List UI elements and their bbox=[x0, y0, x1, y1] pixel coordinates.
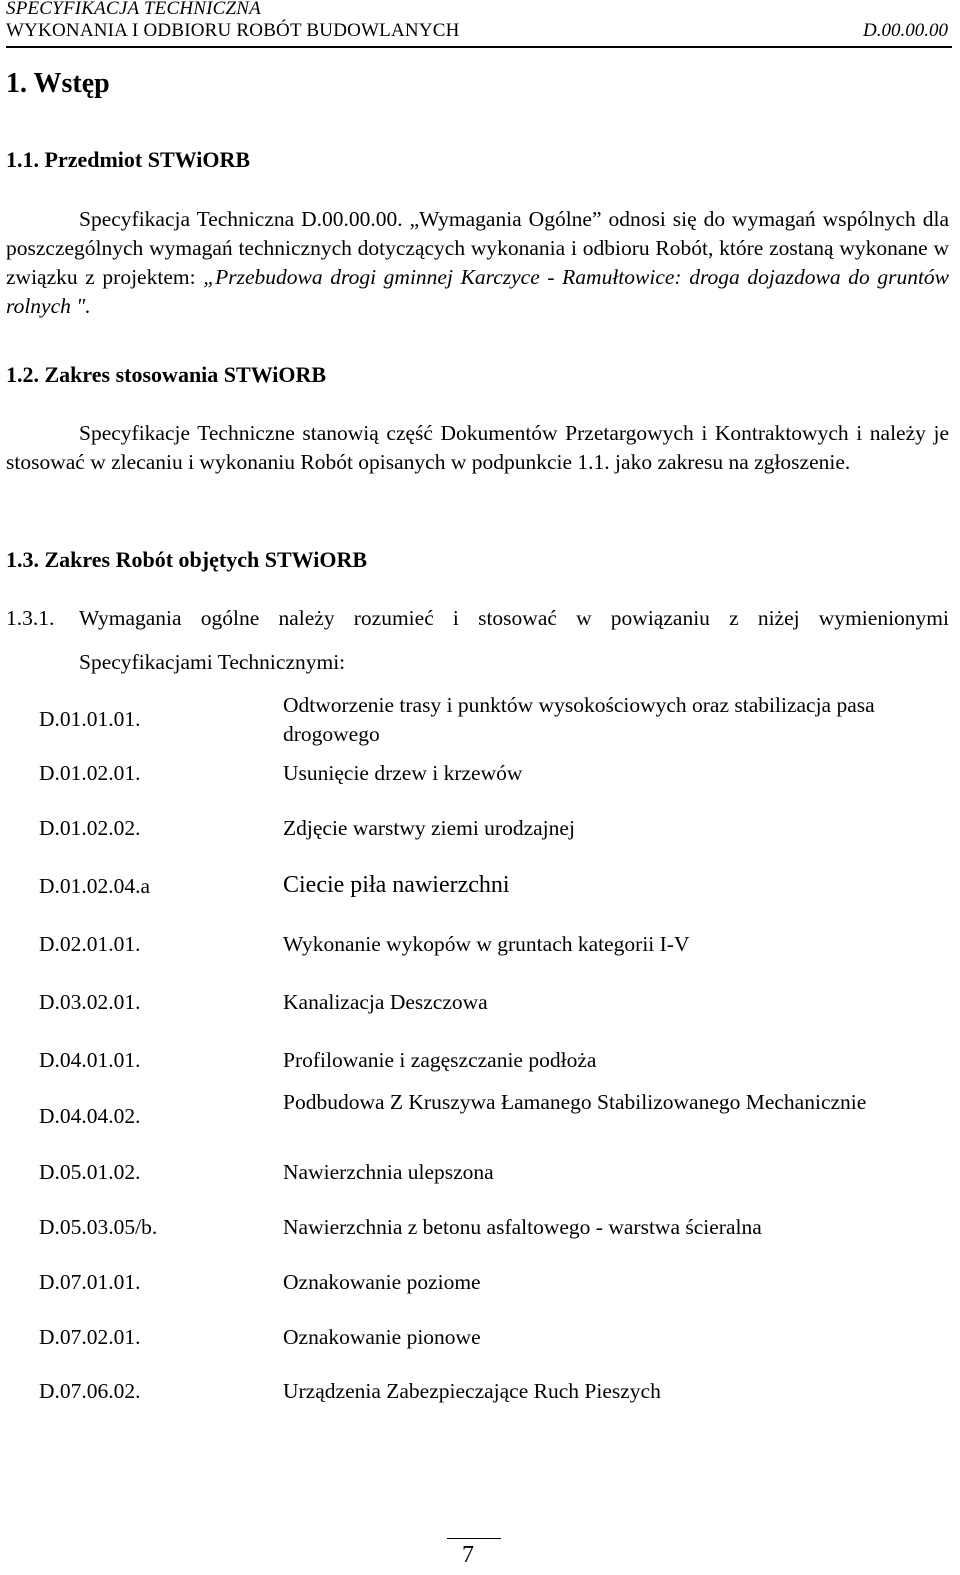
spec-code: D.04.01.01. bbox=[39, 1048, 141, 1072]
spec-code: D.01.02.01. bbox=[39, 761, 141, 785]
spec-code: D.01.02.04.a bbox=[39, 874, 151, 898]
spec-code: D.05.01.02. bbox=[39, 1160, 141, 1184]
section-title-1-3: 1.3. Zakres Robót objętych STWiORB bbox=[6, 547, 368, 572]
item-text: Wymagania ogólne należy rozumieć i stosować w powiązaniu z niżej wymienionymi bbox=[79, 606, 949, 630]
spec-code: D.01.02.02. bbox=[39, 816, 141, 840]
header-spec-code: D.00.00.00 bbox=[863, 20, 948, 41]
paragraph-1-1 bbox=[6, 205, 949, 321]
spec-code: D.07.06.02. bbox=[39, 1379, 141, 1403]
spec-description: Kanalizacja Deszczowa bbox=[283, 990, 488, 1014]
spec-description: Oznakowanie pionowe bbox=[283, 1325, 481, 1349]
paragraph-1-1-text: Specyfikacja Techniczna D.00.00.00. „Wymagania Ogólne” odnosi się do wymagań wspólnych dla poszczególnych wymagań technicznych dotyczących wykonania i odbioru Robót, które zostaną wykonane w związku z projektem: bbox=[6, 207, 949, 289]
item-text-continued: Specyfikacjami Technicznymi: bbox=[79, 650, 346, 674]
section-title-wstep: 1. Wstęp bbox=[6, 68, 110, 99]
spec-code: D.02.01.01. bbox=[39, 932, 141, 956]
spec-code: D.03.02.01. bbox=[39, 990, 141, 1014]
spec-description: Podbudowa Z Kruszywa Łamanego Stabilizowanego Mechanicznie bbox=[283, 1090, 867, 1114]
section-title-1-2: 1.2. Zakres stosowania STWiORB bbox=[6, 362, 327, 387]
spec-description: Nawierzchnia ulepszona bbox=[283, 1160, 494, 1184]
spec-code: D.01.01.01. bbox=[39, 707, 141, 731]
header-title-line1: SPECYFIKACJA TECHNICZNA bbox=[6, 0, 261, 19]
spec-description: Zdjęcie warstwy ziemi urodzajnej bbox=[283, 816, 575, 840]
spec-code: D.04.04.02. bbox=[39, 1104, 141, 1128]
spec-code: D.07.02.01. bbox=[39, 1325, 141, 1349]
spec-description: Urządzenia Zabezpieczające Ruch Pieszych bbox=[283, 1379, 661, 1403]
spec-description: Usunięcie drzew i krzewów bbox=[283, 761, 523, 785]
spec-description: Wykonanie wykopów w gruntach kategorii I-V bbox=[283, 932, 690, 956]
paragraph-1-2-text: Specyfikacje Techniczne stanowią część Dokumentów Przetargowych i Kontraktowych i należy je stosować w zlecaniu i wykonaniu Robót opisanych w podpunkcie 1.1. jako zakresu na zgłoszenie. bbox=[6, 421, 949, 474]
paragraph-1-2 bbox=[6, 419, 949, 477]
spec-code: D.07.01.01. bbox=[39, 1270, 141, 1294]
page-number-rule bbox=[447, 1538, 501, 1539]
item-number: 1.3.1. bbox=[6, 606, 55, 630]
spec-description: Ciecie piła nawierzchni bbox=[283, 872, 510, 898]
section-title-1-1: 1.1. Przedmiot STWiORB bbox=[6, 147, 251, 172]
spec-description: Nawierzchnia z betonu asfaltowego - warstwa ścieralna bbox=[283, 1215, 762, 1239]
spec-description: Oznakowanie poziome bbox=[283, 1270, 481, 1294]
page-number: 7 bbox=[462, 1542, 474, 1568]
header-title-line2: WYKONANIA I ODBIORU ROBÓT BUDOWLANYCH bbox=[6, 20, 460, 41]
project-name: „Przebudowa drogi gminnej Karczyce - Ramułtowice: droga dojazdowa do gruntów rolnych ". bbox=[6, 265, 950, 318]
header-rule bbox=[6, 46, 952, 48]
spec-description: Odtworzenie trasy i punktów wysokościowych oraz stabilizacja pasa drogowego bbox=[283, 693, 875, 746]
spec-code: D.05.03.05/b. bbox=[39, 1215, 158, 1239]
spec-description: Profilowanie i zagęszczanie podłoża bbox=[283, 1048, 597, 1072]
